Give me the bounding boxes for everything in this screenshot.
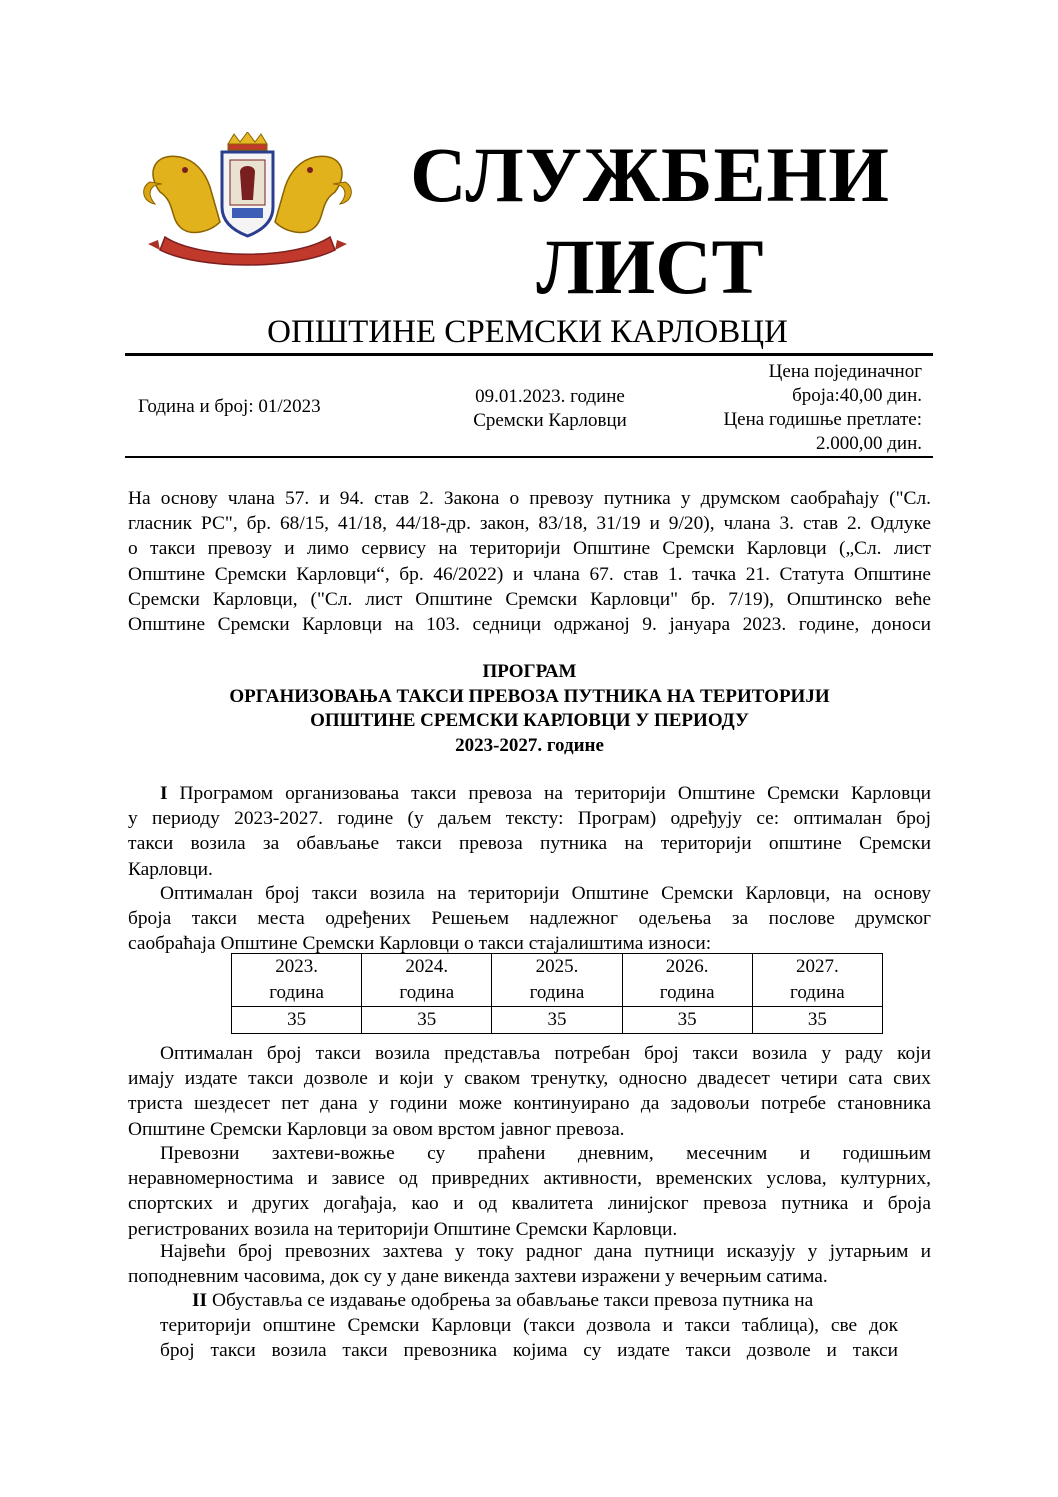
section2-paragraph (160, 1288, 898, 1364)
table-header-cell (622, 954, 752, 1007)
heading-line3: ОПШТИНЕ СРЕМСКИ КАРЛОВЦИ У ПЕРИОДУ (310, 710, 749, 731)
paragraph-line: саобраћаја Општине Сремски Карловци о такси стајалиштима износи: (128, 933, 712, 955)
year-label: 2024. (405, 956, 449, 977)
table-cell: 35 (752, 1007, 882, 1034)
paragraph-line: броја такси места одређених Решењем надлежног одељења за послове друмског (128, 908, 931, 930)
taxi-count-table (231, 953, 883, 1034)
table-cell: 35 (492, 1007, 622, 1034)
issue-year-number: Година и број: 01/2023 (138, 396, 321, 417)
preamble-line: о такси превозу и лимо сервису на територији Општине Сремски Карловци („Сл. лист (128, 538, 931, 560)
issue-prices (660, 360, 922, 456)
masthead-subtitle: ОПШТИНЕ СРЕМСКИ КАРЛОВЦИ (267, 314, 788, 350)
year-label: 2025. (535, 956, 579, 977)
year-label: 2027. (796, 956, 839, 977)
paragraph-line: регистрованих возила на територији Општине Сремски Карловци. (128, 1218, 678, 1240)
year-unit: година (399, 982, 455, 1003)
table-cell: 35 (362, 1007, 492, 1034)
preamble-line: Општине Сремски Карловци на 103. седници одржаној 9. јануара 2023. године, доноси (128, 613, 931, 635)
table-header-cell (752, 954, 882, 1007)
issue-place: Сремски Карловци (473, 410, 627, 431)
heading-line1: ПРОГРАМ (482, 661, 577, 682)
paragraph-line: триста шездесет пет дана у години може континуирано да задовољи потребе становника (128, 1093, 931, 1115)
table-row (232, 1007, 883, 1034)
paragraph-line: спортских и других догађаја, као и од квалитета линијског превоза путника и броја (128, 1193, 931, 1215)
year-unit: година (790, 982, 845, 1003)
paragraph-line: поподневним часовима, док су у дане викенда захтеви изражени у вечерњим сатима. (128, 1266, 828, 1288)
price-annual-line1: Цена годишње претлате: (723, 409, 922, 430)
section1-paragraph4 (128, 1141, 931, 1242)
preamble-line: На основу члана 57. и 94. став 2. Закона о превозу путника у друмском саобраћају ("Сл. (128, 488, 931, 509)
section-number: I (160, 783, 168, 804)
year-unit: година (659, 982, 715, 1003)
paragraph-line: Општине Сремски Карловци за овом врстом јавног превоза. (128, 1118, 625, 1140)
table-cell: 35 (232, 1007, 362, 1034)
masthead-title-line2: ЛИСТ (536, 223, 764, 310)
paragraph-line: имају издате такси дозволе и који у сваком тренутку, односно двадесет четири сата свих (128, 1068, 931, 1090)
header-divider-top (125, 353, 933, 356)
paragraph-line: територији општине Сремски Карловци (такси дозвола и такси таблица), све док (160, 1315, 898, 1337)
paragraph-line: Карловци. (128, 858, 213, 880)
price-single-line2: броја:40,00 дин. (792, 385, 922, 406)
paragraph-line: број такси возила такси превозника којима су издате такси дозволе и такси (160, 1340, 898, 1362)
year-label: 2023. (275, 956, 318, 977)
table-header-cell (362, 954, 492, 1007)
section1-paragraph5 (128, 1239, 931, 1289)
year-unit: година (529, 982, 585, 1003)
paragraph-line: Оптималан број такси возила на територији Општине Сремски Карловци, на основу (160, 883, 931, 904)
program-heading (128, 660, 931, 758)
table-header-cell (492, 954, 622, 1007)
year-label: 2026. (665, 956, 709, 977)
paragraph-line: Превозни захтеви-вожње су праћени дневним, месечним и годишњим (160, 1143, 931, 1164)
paragraph-line-text: Обуставља се издавање одобрења за обављање такси превоза путника на (207, 1290, 814, 1311)
year-unit: година (269, 982, 324, 1003)
section1-paragraph3 (128, 1041, 931, 1142)
section1-paragraph1 (128, 781, 931, 882)
paragraph-line: Највећи број превозних захтева у току радног дана путници исказују у јутарњим и (160, 1241, 931, 1262)
section1-paragraph2 (128, 881, 931, 957)
heading-line4: 2023-2027. године (455, 734, 604, 756)
table-header-row (232, 954, 883, 1007)
paragraph-line (128, 781, 931, 806)
paragraph-line: у периоду 2023-2027. године (у даљем тексту: Програм) одређују се: оптималан број (128, 808, 931, 830)
price-single-line1: Цена појединачног (768, 361, 922, 382)
preamble-line: Сремски Карловци, ("Сл. лист Општине Сремски Карловци" бр. 7/19), Општинско веће (128, 588, 931, 610)
paragraph-line: неравномерностима и зависе од привредних активности, временских услова, културних, (128, 1168, 931, 1190)
preamble-line: гласник РС", бр. 68/15, 41/18, 44/18-др. закон, 83/18, 31/19 и 9/20), члана 3. став 2. Одлуке (128, 513, 931, 535)
table-header-cell (232, 954, 362, 1007)
price-annual-line2: 2.000,00 дин. (815, 433, 922, 454)
coat-of-arms-icon (140, 132, 355, 267)
paragraph-line (160, 1288, 898, 1313)
issue-date-place (450, 385, 650, 433)
paragraph-line: такси возила за обављање такси превоза путника на територији општине Сремски (128, 833, 931, 855)
masthead-title-line1: СЛУЖБЕНИ (410, 131, 890, 218)
heading-line2: ОРГАНИЗОВАЊА ТАКСИ ПРЕВОЗА ПУТНИКА НА ТЕРИТОРИЈИ (229, 685, 830, 707)
table-cell: 35 (622, 1007, 752, 1034)
paragraph-line-text: Програмом организовања такси превоза на територији Општине Сремски Карловци (167, 783, 931, 804)
preamble-line: Општине Сремски Карловци“, бр. 46/2022) и члана 67. став 1. тачка 21. Статута Општине (128, 563, 931, 585)
header-divider-bottom (125, 456, 933, 458)
paragraph-line: Оптималан број такси возила представља потребан број такси возила у раду који (160, 1043, 931, 1064)
issue-date: 09.01.2023. године (475, 386, 625, 407)
section-number: II (192, 1290, 208, 1311)
preamble (128, 486, 931, 637)
